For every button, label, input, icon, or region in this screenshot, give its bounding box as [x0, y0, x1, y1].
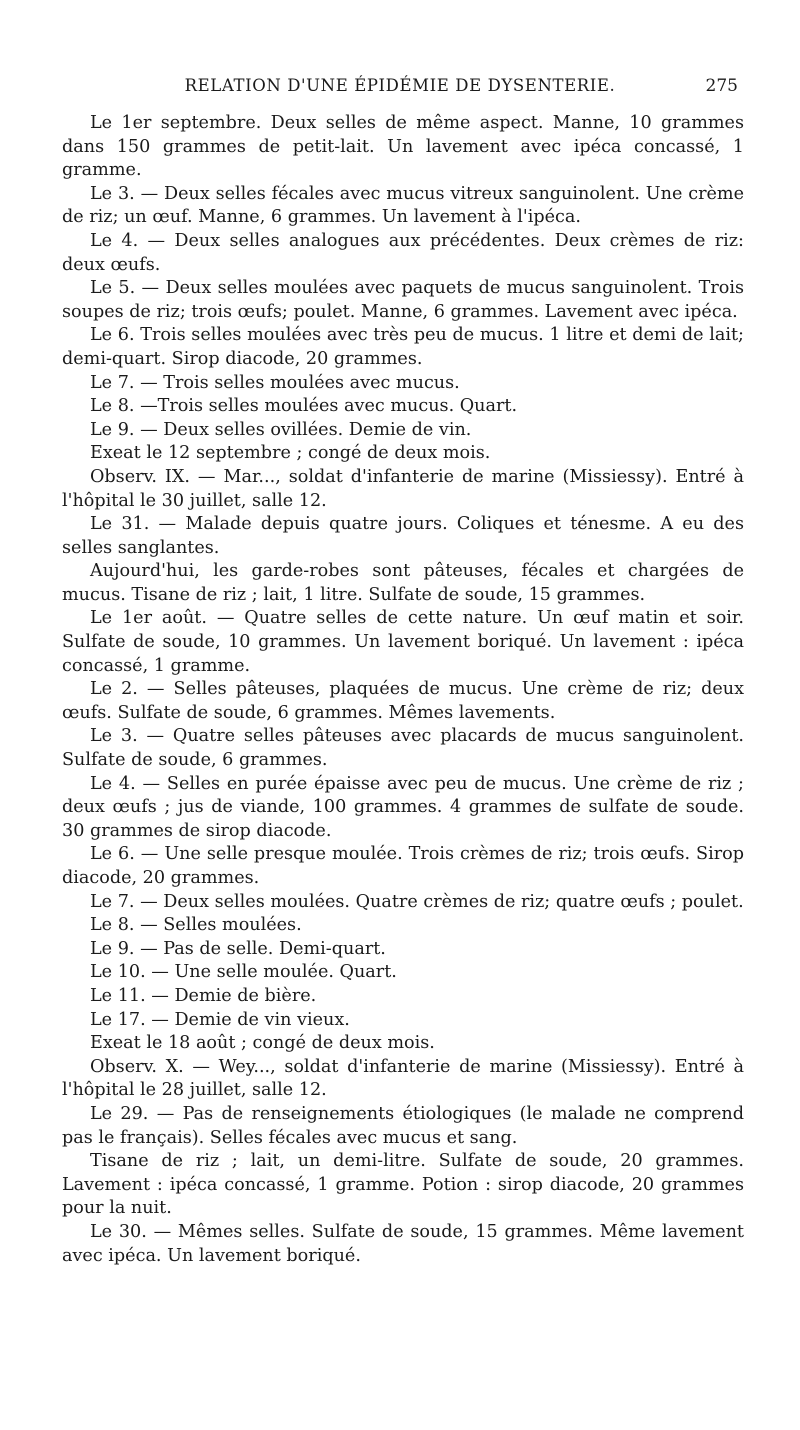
paragraph: Le 8. —Trois selles moulées avec mucus. Quart.	[90, 396, 518, 417]
page-title: RELATION D'UNE ÉPIDÉMIE DE DYSENTERIE.	[184, 76, 616, 95]
paragraph: Le 29. — Pas de renseignements étiologiques (le malade ne comprend pas le français). Selles fécales avec mucus et sang.	[62, 1103, 744, 1148]
page-number: 275	[705, 76, 738, 96]
paragraph: Le 4. — Selles en purée épaisse avec peu de mucus. Une crème de riz ; deux œufs ; jus de viande, 100 grammes. 4 grammes de sulfate de soude. 30 grammes de sirop diacode.	[62, 773, 744, 841]
text-body	[62, 112, 744, 1268]
paragraph: Le 3. — Quatre selles pâteuses avec placards de mucus sanguinolent. Sulfate de soude, 6 grammes.	[62, 726, 744, 771]
paragraph: Le 9. — Pas de selle. Demi-quart.	[90, 938, 386, 959]
paragraph: Le 6. Trois selles moulées avec très peu de mucus. 1 litre et demi de lait; demi-quart. Sirop diacode, 20 grammes.	[62, 325, 744, 369]
paragraph: Le 4. — Deux selles analogues aux précédentes. Deux crèmes de riz: deux œufs.	[62, 230, 744, 275]
running-header	[62, 76, 738, 104]
paragraph: Exeat le 18 août ; congé de deux mois.	[90, 1033, 435, 1054]
paragraph: Le 30. — Mêmes selles. Sulfate de soude, 15 grammes. Même lavement avec ipéca. Un lavement boriqué.	[62, 1221, 744, 1266]
paragraph: Le 7. — Trois selles moulées avec mucus.	[90, 372, 460, 393]
paragraph: Le 7. — Deux selles moulées. Quatre crèmes de riz; quatre œufs ; poulet.	[90, 891, 744, 912]
paragraph: Aujourd'hui, les garde-robes sont pâteuses, fécales et chargées de mucus. Tisane de riz ; lait, 1 litre. Sulfate de soude, 15 grammes.	[62, 561, 744, 605]
paragraph: Exeat le 12 septembre ; congé de deux mois.	[90, 443, 491, 464]
paragraph: Le 11. — Demie de bière.	[90, 985, 317, 1006]
paragraph: Le 2. — Selles pâteuses, plaquées de mucus. Une crème de riz; deux œufs. Sulfate de soude, 6 grammes. Mêmes lavements.	[62, 679, 744, 723]
paragraph: Tisane de riz ; lait, un demi-litre. Sulfate de soude, 20 grammes. Lavement : ipéca concassé, 1 gramme. Potion : sirop diacode, 20 grammes pour la nuit.	[62, 1151, 744, 1219]
paragraph: Le 1er septembre. Deux selles de même aspect. Manne, 10 grammes dans 150 grammes de petit-lait. Un lavement avec ipéca concassé, 1 gramme.	[62, 113, 744, 181]
paragraph: Observ. X. — Wey..., soldat d'infanterie de marine (Missiessy). Entré à l'hôpital le 28 juillet, salle 12.	[62, 1056, 744, 1101]
paragraph: Le 5. — Deux selles moulées avec paquets de mucus sanguinolent. Trois soupes de riz; trois œufs; poulet. Manne, 6 grammes. Lavement avec ipéca.	[62, 278, 744, 322]
paragraph: Le 17. — Demie de vin vieux.	[90, 1009, 350, 1030]
paragraph: Le 9. — Deux selles ovillées. Demie de vin.	[90, 419, 472, 440]
paragraph: Le 8. — Selles moulées.	[90, 915, 302, 936]
paragraph: Observ. IX. — Mar..., soldat d'infanterie de marine (Missiessy). Entré à l'hôpital le 30 juillet, salle 12.	[62, 466, 744, 511]
paragraph: Le 31. — Malade depuis quatre jours. Coliques et ténesme. A eu des selles sanglantes.	[62, 514, 744, 558]
paragraph: Le 1er août. — Quatre selles de cette nature. Un œuf matin et soir. Sulfate de soude, 10 grammes. Un lavement boriqué. Un lavement : ipéca concassé, 1 gramme.	[62, 608, 744, 676]
paragraph: Le 10. — Une selle moulée. Quart.	[90, 962, 397, 983]
paragraph: Le 3. — Deux selles fécales avec mucus vitreux sanguinolent. Une crème de riz; un œuf. Manne, 6 grammes. Un lavement à l'ipéca.	[62, 183, 744, 228]
paragraph: Le 6. — Une selle presque moulée. Trois crèmes de riz; trois œufs. Sirop diacode, 20 grammes.	[62, 844, 744, 888]
